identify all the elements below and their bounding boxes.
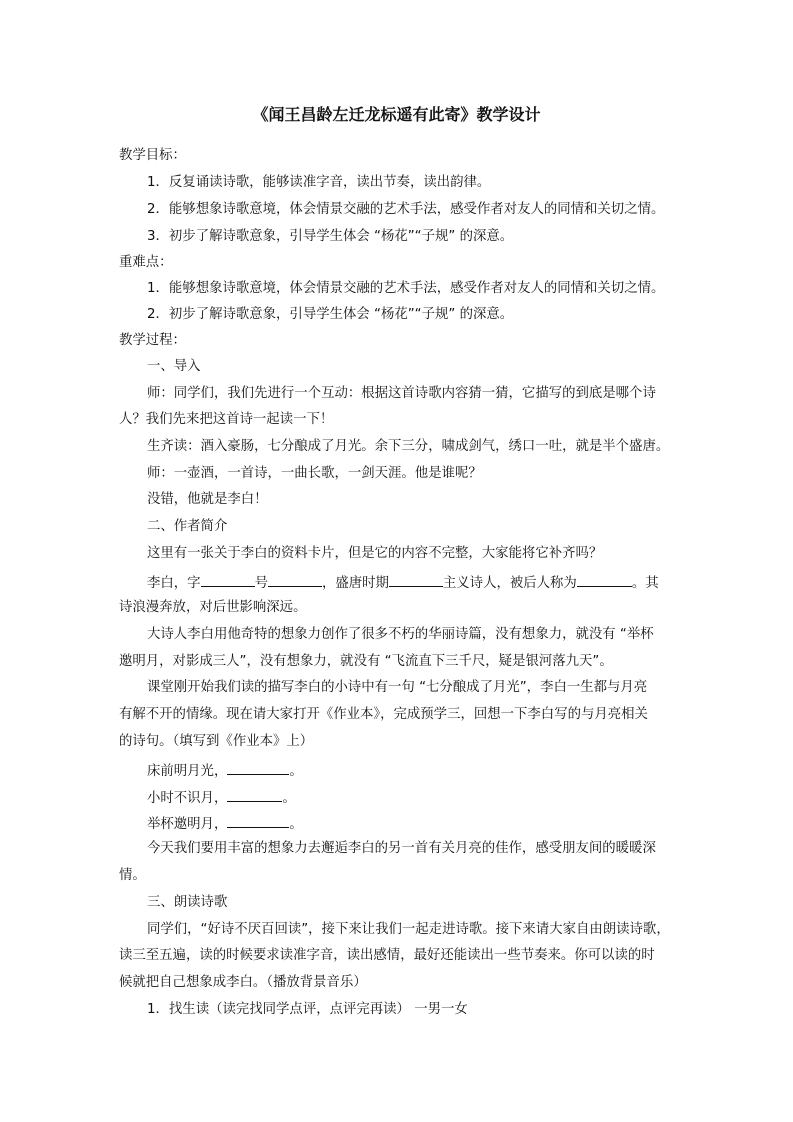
- paragraph-line: 大诗人李白用他奇特的想象力创作了很多不朽的华丽诗篇，没有想象力，就没有 “举杯: [147, 627, 654, 642]
- reading-step-item: 1．找生读（读完找同学点评，点评完再读） 一男一女: [147, 1002, 468, 1017]
- fill-prompt: 床前明月光，: [147, 764, 228, 779]
- paragraph-line: 候就把自己想象成李白。（播放背景音乐）: [119, 975, 367, 990]
- blank-fill-2: [227, 787, 282, 802]
- paragraph-line: 诗浪漫奔放，对后世影响深远。: [119, 600, 307, 615]
- fill-line: [147, 813, 303, 834]
- document-title: 《闻王昌龄左迁龙标遥有此寄》教学设计: [252, 105, 541, 124]
- paragraph-line: 同学们，“好诗不厌百回读”，接下来让我们一起走进诗歌。接下来请大家自由朗读诗歌，: [147, 922, 670, 937]
- paragraph-line: 今天我们要用丰富的想象力去邂逅李白的另一首有关月亮的佳作，感受朋友间的暖暖深: [147, 841, 656, 856]
- fill-end: 。: [289, 764, 303, 779]
- goal-item: 1．反复诵读诗歌，能够读准字音，读出节奏，读出韵律。: [147, 175, 491, 190]
- card-text: 李白，字: [147, 576, 201, 591]
- paragraph-line: 师：一壶酒，一首诗，一曲长歌，一剑天涯。他是谁呢？: [147, 466, 482, 481]
- blank-school: [389, 572, 443, 587]
- paragraph-line: 没错，他就是李白！: [147, 492, 268, 507]
- key-point-item: 2．初步了解诗歌意象，引导学生体会 “杨花”“子规” 的深意。: [147, 307, 514, 322]
- paragraph-line: 有解不开的情缘。现在请大家打开《作业本》，完成预学三，回想一下李白写的与月亮相关: [119, 707, 648, 722]
- paragraph-line: 邀明月，对影成三人”，没有想象力，就没有 “飞流直下三千尺，疑是银河落九天”。: [119, 654, 613, 669]
- section-heading-reading: 三、朗读诗歌: [147, 895, 228, 910]
- card-text: 。其: [631, 576, 659, 591]
- paragraph-line: 人？我们先来把这首诗一起读一下！: [119, 412, 334, 427]
- fill-end: 。: [289, 817, 303, 832]
- blank-fill-1: [227, 760, 289, 775]
- card-text: ，盛唐时期: [321, 576, 389, 591]
- section-heading-author: 二、作者简介: [147, 519, 228, 534]
- card-text: 主义诗人，被后人称为: [442, 576, 577, 591]
- paragraph-line: 生齐读：酒入豪肠，七分酿成了月光。余下三分，啸成剑气，绣口一吐，就是半个盛唐。: [147, 439, 670, 454]
- paragraph-line: 课堂刚开始我们读的描写李白的小诗中有一句 “七分酿成了月光”，李白一生都与月亮: [147, 680, 648, 695]
- goal-item: 3．初步了解诗歌意象，引导学生体会 “杨花”“子规” 的深意。: [147, 229, 514, 244]
- paragraph-line: 的诗句。（填写到《作业本》上）: [119, 734, 314, 749]
- fill-line: [147, 787, 296, 808]
- fill-end: 。: [282, 791, 296, 806]
- section-heading-intro: 一、导入: [147, 359, 201, 374]
- goal-item: 2．能够想象诗歌意境，体会情景交融的艺术手法，感受作者对友人的同情和关切之情。: [147, 202, 665, 217]
- blank-fill-3: [227, 813, 289, 828]
- blank-art-name: [268, 572, 322, 587]
- paragraph-line: 师：同学们，我们先进行一个互动：根据这首诗歌内容猜一猜，它描写的到底是哪个诗: [147, 386, 656, 401]
- card-text: 号: [254, 576, 268, 591]
- key-points-heading: 重难点：: [119, 255, 173, 270]
- key-point-item: 1．能够想象诗歌意境，体会情景交融的艺术手法，感受作者对友人的同情和关切之情。: [147, 281, 665, 296]
- process-heading: 教学过程：: [119, 333, 186, 348]
- fill-line: [147, 760, 303, 781]
- fill-prompt: 小时不识月，: [147, 791, 228, 806]
- paragraph-line: 这里有一张关于李白的资料卡片，但是它的内容不完整，大家能将它补齐吗？: [147, 546, 603, 561]
- paragraph-line: 情。: [119, 868, 146, 883]
- goals-heading: 教学目标：: [119, 148, 186, 163]
- blank-courtesy-name: [201, 572, 255, 587]
- blank-title: [577, 572, 632, 587]
- fill-prompt: 举杯邀明月，: [147, 817, 228, 832]
- paragraph-line: 读三至五遍，读的时候要求读准字音，读出感情，最好还能读出一些节奏来。你可以读的时: [119, 948, 655, 963]
- info-card-line: [147, 572, 659, 593]
